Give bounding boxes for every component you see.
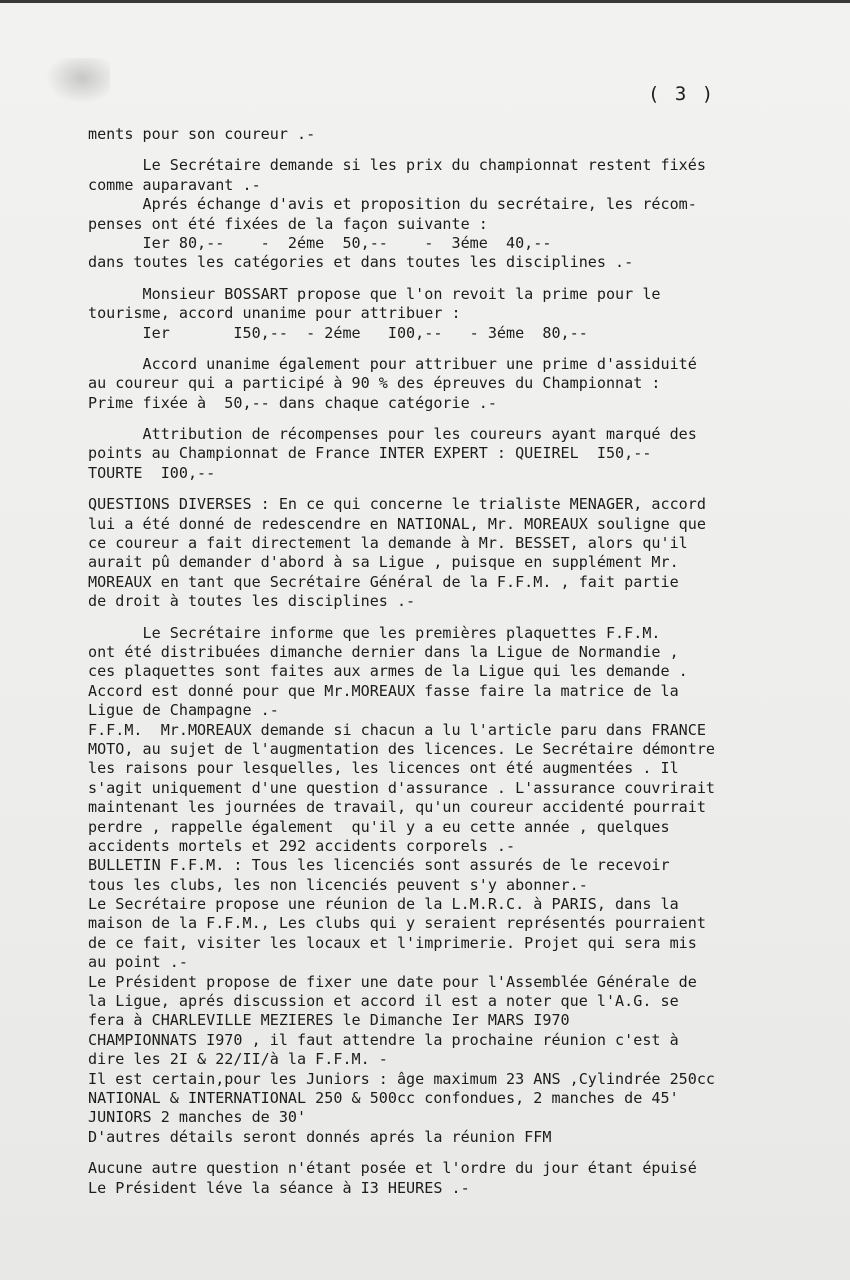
text-line: Le Secrétaire demande si les prix du championnat restent fixés [88, 156, 706, 175]
text-line: F.F.M. Mr.MOREAUX demande si chacun a lu l'article paru dans FRANCE [88, 720, 706, 739]
text-line: accidents mortels et 292 accidents corporels .- [88, 836, 516, 855]
text-line: ont été distribuées dimanche dernier dans la Ligue de Normandie , [88, 642, 679, 661]
text-line: Le Secrétaire informe que les premières plaquettes F.F.M. [88, 623, 661, 642]
paragraph-gap [88, 612, 798, 624]
text-line: Ier I50,-- - 2éme I00,-- - 3éme 80,-- [88, 323, 588, 342]
text-line: QUESTIONS DIVERSES : En ce qui concerne le trialiste MENAGER, accord [88, 495, 706, 514]
text-line: D'autres détails seront donnés aprés la réunion FFM [88, 1127, 552, 1146]
text-line: dire les 2I & 22/II/à la F.F.M. - [88, 1050, 388, 1069]
text-line: au coureur qui a participé à 90 % des épreuves du Championnat : [88, 374, 661, 393]
text-line: tourisme, accord unanime pour attribuer : [88, 304, 461, 323]
text-line: Le Secrétaire propose une réunion de la L.M.R.C. à PARIS, dans la [88, 895, 679, 914]
text-line: ces plaquettes sont faites aux armes de la Ligue qui les demande . [88, 662, 688, 681]
paragraph-gap [88, 483, 798, 495]
text-line: Accord unanime également pour attribuer une prime d'assiduité [88, 354, 697, 373]
text-line: Aprés échange d'avis et proposition du secrétaire, les récom- [88, 195, 697, 214]
text-line: Accord est donné pour que Mr.MOREAUX fasse faire la matrice de la [88, 681, 679, 700]
text-line: penses ont été fixées de la façon suivante : [88, 214, 488, 233]
paragraph-gap [88, 343, 798, 355]
text-line: MOTO, au sujet de l'augmentation des licences. Le Secrétaire démontre [88, 739, 716, 758]
text-line: perdre , rappelle également qu'il y a eu cette année , quelques [88, 817, 670, 836]
text-line: NATIONAL & INTERNATIONAL 250 & 500cc confondues, 2 manches de 45' [88, 1088, 679, 1107]
text-line: aurait pû demander d'abord à sa Ligue , puisque en supplément Mr. [88, 553, 679, 572]
text-line: fera à CHARLEVILLE MEZIERES le Dimanche Ier MARS I970 [88, 1011, 570, 1030]
text-line: CHAMPIONNATS I970 , il faut attendre la prochaine réunion c'est à [88, 1030, 679, 1049]
paragraph-gap [88, 144, 798, 156]
text-line: de droit à toutes les disciplines .- [88, 592, 416, 611]
text-line: MOREAUX en tant que Secrétaire Général de la F.F.M. , fait partie [88, 572, 679, 591]
text-line: Ligue de Champagne .- [88, 701, 279, 720]
text-line: ments pour son coureur .- [88, 125, 316, 143]
text-line: au point .- [88, 953, 188, 972]
text-line: Attribution de récompenses pour les coureurs ayant marqué des [88, 425, 697, 444]
paper-smudge [40, 58, 110, 108]
text-line: maison de la F.F.M., Les clubs qui y seraient représentés pourraient [88, 914, 706, 933]
text-line: Le Président léve la séance à I3 HEURES .- [88, 1178, 470, 1197]
text-line: Prime fixée à 50,-- dans chaque catégorie .- [88, 393, 497, 412]
text-line: maintenant les journées de travail, qu'un coureur accidenté pourrait [88, 798, 706, 817]
text-line: comme auparavant .- [88, 175, 261, 194]
text-line: TOURTE I00,-- [88, 463, 216, 482]
text-line: Aucune autre question n'étant posée et l'ordre du jour étant épuisé [88, 1159, 697, 1178]
text-line: Le Président propose de fixer une date pour l'Assemblée Générale de [88, 972, 697, 991]
paragraph-gap [88, 1147, 798, 1159]
text-line: Ier 80,-- - 2éme 50,-- - 3éme 40,-- [88, 233, 552, 252]
text-line: Monsieur BOSSART propose que l'on revoit la prime pour le [88, 284, 661, 303]
page-number: ( 3 ) [648, 83, 716, 105]
text-line: la Ligue, aprés discussion et accord il est a noter que l'A.G. se [88, 992, 679, 1011]
paragraph-gap [88, 273, 798, 285]
text-line: de ce fait, visiter les locaux et l'imprimerie. Projet qui sera mis [88, 933, 697, 952]
text-line: les raisons pour lesquelles, les licences ont été augmentées . Il [88, 759, 679, 778]
text-line: BULLETIN F.F.M. : Tous les licenciés sont assurés de le recevoir [88, 856, 670, 875]
text-line: Il est certain,pour les Juniors : âge maximum 23 ANS ,Cylindrée 250cc [88, 1069, 716, 1088]
text-line: ce coureur a fait directement la demande à Mr. BESSET, alors qu'il [88, 534, 688, 553]
text-line: lui a été donné de redescendre en NATIONAL, Mr. MOREAUX souligne que [88, 514, 706, 533]
text-line: JUNIORS 2 manches de 30' [88, 1108, 307, 1127]
text-line: s'agit uniquement d'une question d'assurance . L'assurance couvrirait [88, 778, 716, 797]
text-line: tous les clubs, les non licenciés peuvent s'y abonner.- [88, 875, 588, 894]
text-line: dans toutes les catégories et dans toutes les disciplines .- [88, 253, 634, 272]
paragraph-gap [88, 413, 798, 425]
text-line: points au Championnat de France INTER EXPERT : QUEIREL I50,-- [88, 444, 652, 463]
document-body [88, 125, 798, 1198]
